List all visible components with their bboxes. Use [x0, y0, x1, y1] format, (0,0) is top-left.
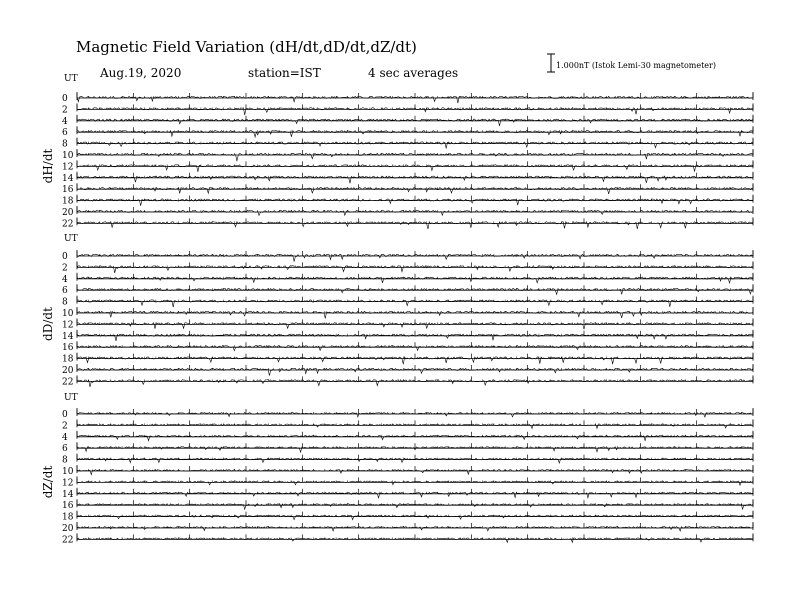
hour-tick-label: 10	[62, 467, 74, 477]
hour-tick-label: 16	[62, 343, 74, 354]
hour-tick-label: 18	[62, 354, 74, 365]
ut-label: UT	[64, 393, 78, 403]
panel-axis-label: dD/dt	[41, 307, 55, 341]
date-label: Aug.19, 2020	[100, 66, 182, 80]
chart-title: Magnetic Field Variation (dH/dt,dD/dt,dZ/dt)	[76, 38, 417, 56]
hour-tick-label: 8	[62, 455, 68, 466]
averaging-label: 4 sec averages	[368, 66, 459, 80]
panel-axis-label: dH/dt	[41, 148, 55, 184]
station-label: station=IST	[248, 66, 321, 80]
hour-tick-label: 14	[62, 173, 74, 184]
hour-tick-label: 0	[62, 410, 68, 420]
hour-tick-label: 22	[62, 219, 74, 230]
hour-tick-label: 8	[62, 139, 68, 150]
panel-axis-label: dZ/dt	[41, 465, 55, 499]
hour-tick-label: 2	[62, 105, 68, 116]
hour-tick-label: 4	[62, 274, 68, 285]
hour-tick-label: 12	[62, 162, 74, 173]
data-trace-0-2	[77, 119, 753, 126]
hour-tick-label: 16	[62, 185, 74, 196]
hour-tick-label: 0	[62, 94, 68, 104]
hour-tick-label: 22	[62, 377, 74, 388]
ut-label: UT	[64, 234, 78, 244]
hour-tick-label: 10	[62, 309, 74, 319]
hour-tick-label: 6	[62, 128, 68, 139]
hour-tick-label: 14	[62, 331, 74, 342]
ut-label: UT	[64, 74, 78, 84]
hour-tick-label: 18	[62, 196, 74, 207]
scale-bar-label: 1.000nT (Istok Lemi-30 magnetometer)	[556, 61, 716, 70]
hour-tick-label: 6	[62, 444, 68, 455]
hour-tick-label: 22	[62, 535, 74, 546]
hour-tick-label: 16	[62, 501, 74, 512]
hour-tick-label: 20	[62, 366, 74, 376]
hour-tick-label: 10	[62, 151, 74, 161]
hour-tick-label: 8	[62, 297, 68, 308]
hour-tick-label: 4	[62, 432, 68, 443]
hour-tick-label: 2	[62, 421, 68, 432]
hour-tick-label: 4	[62, 116, 68, 127]
hour-tick-label: 20	[62, 208, 74, 218]
hour-tick-label: 0	[62, 252, 68, 262]
hour-tick-label: 18	[62, 512, 74, 523]
hour-tick-label: 12	[62, 320, 74, 331]
hour-tick-label: 20	[62, 524, 74, 534]
hour-tick-label: 2	[62, 263, 68, 274]
data-trace-0-5	[77, 153, 753, 161]
hour-tick-label: 14	[62, 489, 74, 500]
hour-tick-label: 6	[62, 286, 68, 297]
hour-tick-label: 12	[62, 478, 74, 489]
